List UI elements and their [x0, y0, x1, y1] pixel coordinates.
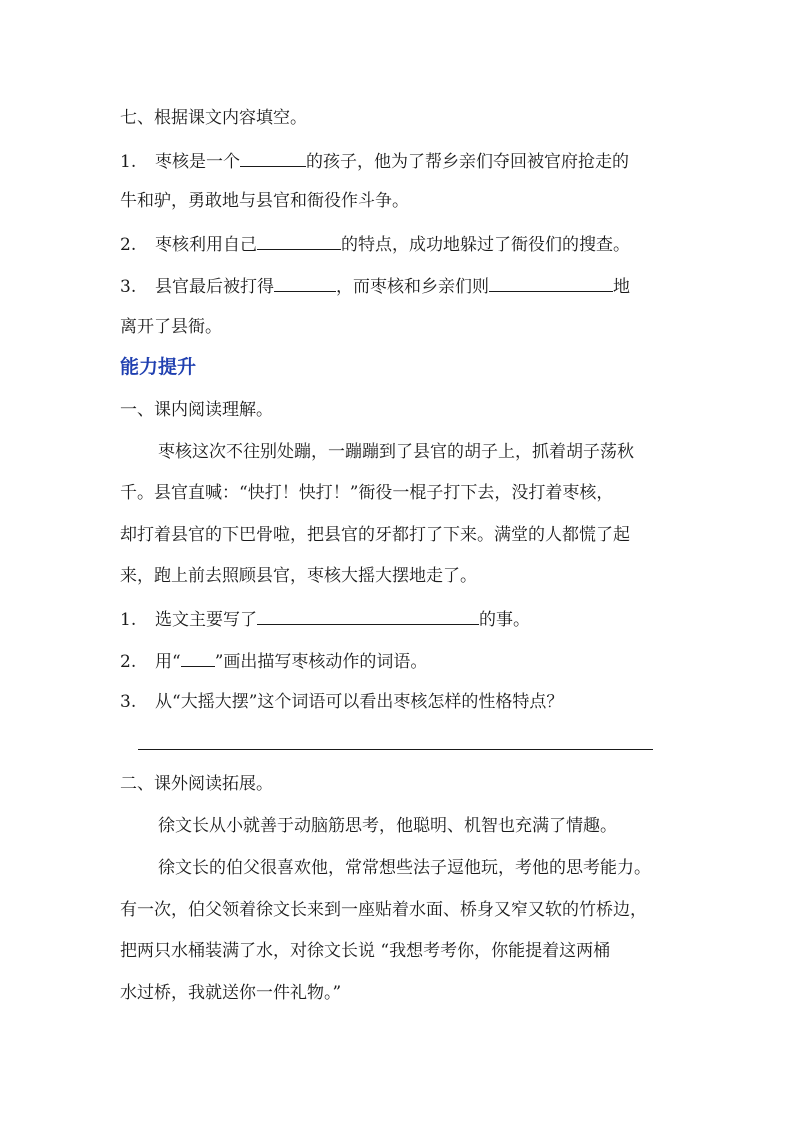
s1-q3-answer-line[interactable] [138, 749, 653, 750]
s1-q3-number: 3. [120, 692, 137, 712]
s1-q1-text-a: 选文主要写了 [155, 610, 257, 630]
s7-q3-blank-1[interactable] [274, 273, 336, 292]
s7-q2-number: 2. [120, 235, 137, 255]
ability-heading: 能力提升 [120, 356, 197, 378]
s2-passage-line3: 有一次，伯父领着徐文长来到一座贴着水面、桥身又窄又软的竹桥边， [120, 900, 647, 920]
s7-q2-line [120, 231, 630, 257]
s7-q1-text-a: 枣核是一个 [155, 152, 240, 172]
s2-passage-line1: 徐文长从小就善于动脑筋思考，他聪明、机智也充满了情趣。 [158, 816, 617, 836]
s2-passage-line4: 把两只水桶装满了水，对徐文长说 “我想考考你，你能提着这两桶 [120, 941, 611, 961]
s7-q1-line1 [120, 148, 629, 174]
s1-passage-line2: 千。县官直喊：“快打！快打！”衙役一棍子打下去，没打着枣核， [120, 483, 614, 503]
s7-q1-line2: 牛和驴，勇敢地与县官和衙役作斗争。 [120, 191, 409, 211]
s1-q3-line [120, 690, 563, 714]
s7-q2-text-a: 枣核利用自己 [155, 235, 257, 255]
s1-passage-line4: 来，跑上前去照顾县官，枣核大摇大摆地走了。 [120, 566, 477, 586]
s7-q2-text-b: 的特点，成功地躲过了衙役们的搜查。 [341, 235, 630, 255]
s7-q1-blank[interactable] [240, 148, 306, 167]
s7-q3-line1 [120, 273, 630, 299]
s7-q1-text-b: 的孩子，他为了帮乡亲们夺回被官府抢走的 [306, 152, 629, 172]
section7-title: 七、根据课文内容填空。 [120, 108, 307, 128]
s1-q2-line [120, 648, 427, 674]
s1-q1-number: 1. [120, 610, 137, 630]
section2-title: 二、课外阅读拓展。 [120, 774, 273, 794]
s7-q3-number: 3. [120, 277, 137, 297]
s1-q1-text-b: 的事。 [479, 610, 530, 630]
s1-q1-blank[interactable] [257, 606, 479, 625]
s2-passage-line5: 水过桥，我就送你一件礼物。” [120, 983, 342, 1003]
s7-q3-text-c: 地 [613, 277, 630, 297]
s7-q3-blank-2[interactable] [489, 273, 613, 292]
s7-q3-text-b: ，而枣核和乡亲们则 [336, 277, 489, 297]
s1-q2-text-b: ”画出描写枣核动作的词语。 [214, 652, 428, 672]
section1-title: 一、课内阅读理解。 [120, 400, 273, 420]
s1-passage-line1: 枣核这次不往别处蹦，一蹦蹦到了县官的胡子上，抓着胡子荡秋 [158, 442, 634, 462]
s1-q2-number: 2. [120, 652, 137, 672]
s7-q3-text-a: 县官最后被打得 [155, 277, 274, 297]
s1-q2-text-a: 用“ [155, 652, 181, 672]
s1-q1-line [120, 606, 530, 632]
s1-q2-underline-sample [181, 648, 215, 667]
s2-passage-line2: 徐文长的伯父很喜欢他，常常想些法子逗他玩，考他的思考能力。 [158, 858, 651, 878]
s1-q3-text-a: 从“大摇大摆”这个词语可以看出枣核怎样的性格特点？ [155, 692, 564, 712]
s7-q3-line2: 离开了县衙。 [120, 317, 222, 337]
s1-passage-line3: 却打着县官的下巴骨啦，把县官的牙都打了下来。满堂的人都慌了起 [120, 525, 630, 545]
s7-q1-number: 1. [120, 152, 137, 172]
s7-q2-blank[interactable] [257, 231, 341, 250]
